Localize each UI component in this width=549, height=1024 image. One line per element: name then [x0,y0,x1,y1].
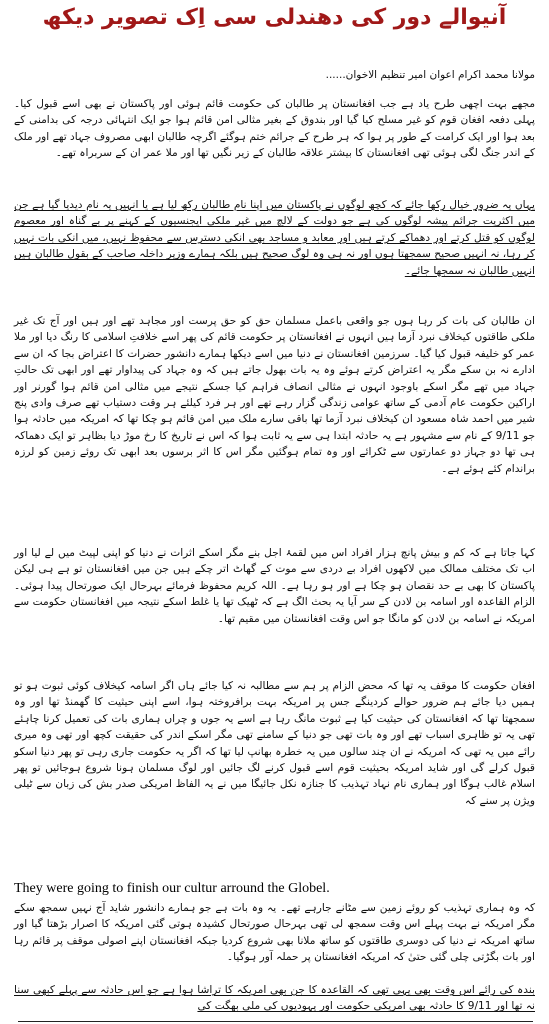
paragraph-2: یہاں یہ ضرور خیال رکھا جائے کہ کچھ لوگوں نے پاکستان میں اپنا نام طالبان رکھ لیا ہے یا انہیں یہ نام دیدیا گیا ہے جن میں اکثریت جرائم پیشہ لوگوں کی ہے جو دولت کے لالچ میں غیر ملکی ایجنسیوں کے کہنے پر بے گناہ اور معصوم لوگوں کو قتل کرتے اور دھماکے کرتے ہیں اور معابد و مساجد بھی انکی دسترس سے محفوظ نہیں، میں انکی بات نہیں کر رہا، نہ انہیں صحیح سمجھتا ہوں اور نہ ہی وہ لوگ صحیح ہیں بلکہ ہمارے وزیر داخلہ صاحب کے بقول طالبان ہیں انہیں طالبان نہ سمجھا جائے۔ [14,199,535,277]
closing-paragraph: بندہ کی رائے اس وقت بھی یہی تھی کہ القاعدہ کا جن بھی امریکہ کا تراشا ہوا ہے جو اس حادثہ سے پہلے کبھی سنا نہ تھا اور 9/11 کا حادثہ بھی امریکی حکومت اور یہودیوں کی ملی بھگت کی [14,984,535,1013]
paragraph-1: مجھے بہت اچھی طرح یاد ہے جب افغانستان پر طالبان کی حکومت قائم ہوئی اور پاکستان نے بھی اسے قبول کیا۔ پہلی دفعہ افغان قوم کو غیر مسلح کیا گیا اور بندوق کے بغیر مثالی امن قائم ہوا جو ایک انتہائی درجہ کی بدامنی کے بعد ہوا اور ایک کرامت کے طور پر ہوا کہ ہر طرح کے جرائم ختم ہوگئے اگرچہ طالبان ابھی مصروف جہاد تھے اور ملک کے اندر جنگ لگی ہوئی تھی افغانستان کا بیشتر علاقہ طالبان کے زیر نگیں تھا اور ملا عمر ان کے سربراہ تھے۔ [14,98,535,160]
paragraph-4: کہا جاتا ہے کہ کم و بیش پانچ ہزار افراد اس میں لقمۂ اجل بنے مگر اسکے اثرات نے دنیا کو اپنی لپیٹ میں لے لیا اور اب تک مختلف ممالک میں لاکھوں افراد بے دردی سے موت کے گھاٹ اتر چکے ہیں جن میں افغانستان تو ہے ہی لیکن پاکستان کا بھی بے حد نقصان ہو چکا ہے اور ہو رہا ہے۔ اللہ کریم محفوظ فرمائے بہرحال ایک صورتحال پیدا ہوئی۔ الزام القاعدہ اور اسامہ بن لادن کے سر آیا یہ بحث الگ ہے کہ ٹھیک تھا یا غلط اسکے نتیجہ میں افغانستان حکومت سے امریکہ نے اسامہ بن لادن کو مانگا جو اس وقت افغانستان میں مقیم تھا۔ [14,547,535,625]
author-line: مولانا محمد اکرام اعوان امیر تنظیم الاخوان...... [325,69,535,81]
paragraph-3: ان طالبان کی بات کر رہا ہوں جو واقعی باعمل مسلمان حق کو حق پرست اور مجاہد تھے اور ہیں اور آج تک غیر ملکی طاقتوں کیخلاف نبرد آزما ہیں انہوں نے افغانستان پر حکومت قائم کی پھر اسے خلافتِ اسلامی کا رنگ دیا اور ملا عمر کو خلیفہ قبول کیا گیا۔ سرزمین افغانستان نے دنیا میں اسے دیکھا ہمارے دانشور حضرات کا اعتراض بجا کہ ان سے ادارے نہ بن سکے مگر یہ اعتراض کرتے ہوئے وہ یہ بات بھول جاتے ہیں کہ وہ جہاد کی پیداوار تھے اور ابھی تک حالتِ جہاد میں تھے مگر اسکے باوجود انہوں نے مثالی انصاف فراہم کیا جسکے نتیجے میں مثالی امن قائم ہوا گورنر اور اراکین حکومت عام آدمی کے ساتھ عوامی زندگی گزار رہے تھے اور ہر فرد کیلئے ہر وقت دستیاب تھے صرف وادی پنج شیر میں احمد شاہ مسعود ان کیخلاف نبرد آزما تھا باقی سارے ملک میں امن قائم ہو چکا تھا کہ امریکہ میں حادثہ ہوا جو 9/11 کے نام سے مشہور ہے یہ حادثہ ابتدا ہی سے یہ ثابت ہوا کہ اس نے تاریخ کا رخ موڑ دیا بظاہر تو ایک دھماکہ ہی تھا دو جہاز دو عمارتوں سے ٹکرائے اور وہ تمام ہوگئیں مگر اس کا اثر برسوں بعد ابھی تک روئے زمین کو لرزہ براندام کئے ہوئے ہے۔ [14,315,535,475]
document-title: آنیوالے دور کی دھندلی سی اِک تصویر دیکھ [42,5,507,30]
paragraph-after-quote: کہ وہ ہماری تہذیب کو روئے زمین سے مٹانے جارہے تھے۔ یہ وہ بات ہے جو ہمارے دانشور شاید آج نہیں سمجھ سکے مگر امریکہ نے بہت پہلے اس وقت سمجھ لی تھی بہرحال صورتحال کشیدہ ہوتی گئی امریکہ کا اصرار بڑھتا گیا اور ساتھ امریکہ نے دنیا کی دوسری طاقتوں کو ساتھ ملانا بھی شروع کردیا جبکہ افغانستان اپنے اصولی موقف پر قائم رہا اور بات بگڑتی چلی گئی حتیٰ کہ امریکہ افغانستان پر حملہ آور ہوگیا۔ [14,902,535,964]
english-quote: They were going to finish our cultur arround the Globel. [14,881,330,896]
bottom-rule [18,1021,533,1022]
paragraph-5: افغان حکومت کا موقف یہ تھا کہ محض الزام پر ہم سے مطالبہ نہ کیا جائے ہاں اگر اسامہ کیخلاف کوئی ثبوت ہو تو ہمیں دیا جائے ہم ضرور حوالے کردینگے جس پر امریکہ بہت برافروختہ ہوا، اسے اپنی حیثیت کا گھمنڈ تھا اور وہ سمجھتا تھا کہ افغانستان کی حیثیت کیا ہے ثبوت مانگ رہا ہے اسے یہ جوں و چراں ہماری بات کی تعمیل کرنا چاہئے تھی یہ تو ظاہری اسباب تھے اور وہ بات تھی جو دنیا کے سامنے تھی مگر اسکے اندر کی حقیقت کچھ اور تھی وہ میری رائے میں یہ تھی کہ امریکہ نے ان چند سالوں میں یہ خطرہ بھانپ لیا تھا کہ اگر یہ حکومت جاری رہی تو پھر دنیا اسکو قبول کرلے گی اور شاید امریکہ بحیثیت قوم اسے قبول کرنے لگ جائیں اور لوگ مسلمان ہونا شروع ہوجائیں تو پھر اسلام غالب ہوگا اور ہماری نام نہاد تہذیب کا جنازہ نکل جائیگا میں نے یہ الفاظ امریکی صدر بش کی زبان سے ٹیلی ویژن پر سنے کہ [14,680,535,807]
